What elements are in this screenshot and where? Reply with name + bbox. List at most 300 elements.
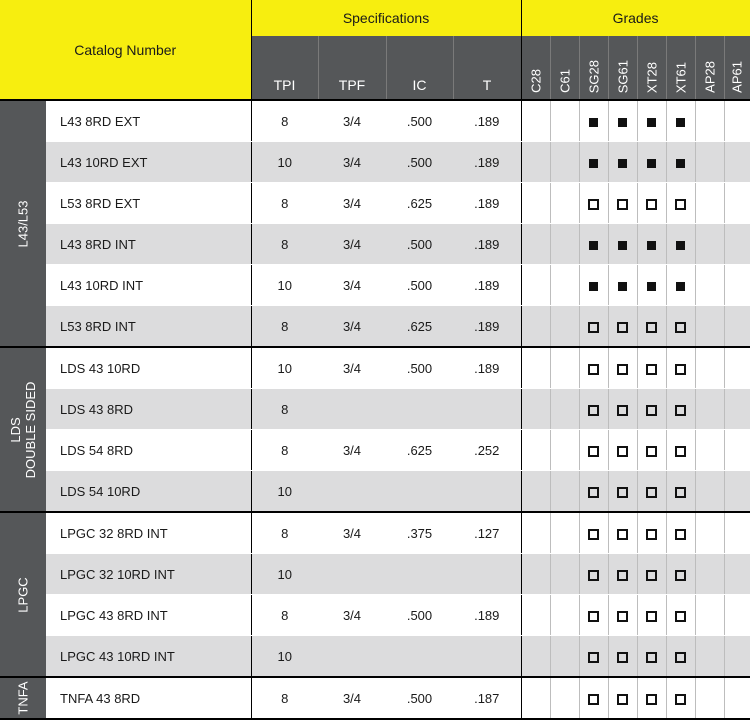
grade-cell-sg28 [579,224,608,265]
table-body [0,100,750,719]
grade-cell-sg28 [579,389,608,430]
filled-square-icon [676,241,685,250]
grade-cell-c61 [550,389,579,430]
grade-cell-sg61 [608,471,637,513]
grade-cell-xt61 [666,100,695,142]
grade-cell-xt61 [666,595,695,636]
grade-cell-xt61 [666,389,695,430]
grade-cell-sg61 [608,595,637,636]
catalog-number-cell: LDS 43 10RD [46,347,251,389]
t-cell: .127 [453,512,521,554]
grade-cell-c61 [550,595,579,636]
grade-cell-xt61 [666,677,695,719]
grade-column-label: AP61 [729,61,745,93]
grade-cell-xt28 [637,471,666,513]
grade-cell-ap28 [695,389,724,430]
grade-column-label: C61 [557,69,573,93]
grade-cell-sg28 [579,512,608,554]
grade-cell-sg28 [579,306,608,348]
grade-cell-ap28 [695,265,724,306]
grade-cell-c28 [521,100,550,142]
table-row [0,389,750,430]
grade-cell-xt28 [637,142,666,183]
filled-square-icon [647,118,656,127]
filled-square-icon [618,118,627,127]
open-square-icon [646,364,657,375]
grade-cell-ap61 [724,265,750,306]
table-row [0,430,750,471]
filled-square-icon [618,282,627,291]
grade-cell-c28 [521,265,550,306]
catalog-number-cell: TNFA 43 8RD [46,677,251,719]
grade-cell-ap28 [695,347,724,389]
ic-cell: .500 [386,100,453,142]
open-square-icon [646,652,657,663]
grade-cell-xt61 [666,347,695,389]
table-row [0,677,750,719]
catalog-number-cell: LDS 54 8RD [46,430,251,471]
group-label-line: LDS [8,416,23,443]
catalog-number-cell: LPGC 32 8RD INT [46,512,251,554]
tpi-cell: 8 [251,389,318,430]
t-cell: .189 [453,265,521,306]
grade-cell-xt61 [666,636,695,678]
ic-cell: .500 [386,142,453,183]
spec-column-header-ic: IC [386,36,453,100]
table-row [0,265,750,306]
grade-cell-xt28 [637,347,666,389]
spec-column-header-tpf: TPF [318,36,386,100]
catalog-number-cell: L43 8RD EXT [46,100,251,142]
grade-cell-c61 [550,306,579,348]
open-square-icon [617,364,628,375]
open-square-icon [617,570,628,581]
filled-square-icon [589,282,598,291]
grade-cell-ap28 [695,142,724,183]
grade-cell-xt61 [666,183,695,224]
grade-column-header-ap28 [695,36,724,100]
open-square-icon [646,611,657,622]
grade-cell-xt28 [637,554,666,595]
filled-square-icon [647,241,656,250]
t-cell: .252 [453,430,521,471]
filled-square-icon [676,118,685,127]
catalog-number-cell: LPGC 43 10RD INT [46,636,251,678]
grade-cell-sg28 [579,554,608,595]
grade-cell-sg61 [608,100,637,142]
tpf-cell: 3/4 [318,595,386,636]
grade-cell-c61 [550,100,579,142]
grade-cell-ap61 [724,100,750,142]
grade-cell-sg61 [608,306,637,348]
tpf-cell [318,389,386,430]
grade-column-header-sg61 [608,36,637,100]
catalog-number-cell: LDS 54 10RD [46,471,251,513]
catalog-number-header: Catalog Number [0,0,251,100]
grade-cell-c61 [550,142,579,183]
grade-cell-ap28 [695,512,724,554]
open-square-icon [675,446,686,457]
grade-cell-xt28 [637,183,666,224]
table-row [0,595,750,636]
tpf-cell: 3/4 [318,224,386,265]
table-row [0,306,750,348]
grade-cell-sg28 [579,100,608,142]
tpi-cell: 8 [251,183,318,224]
open-square-icon [617,652,628,663]
tpi-cell: 10 [251,554,318,595]
ic-cell: .375 [386,512,453,554]
group-label-text [16,681,31,714]
open-square-icon [646,322,657,333]
t-cell: .189 [453,183,521,224]
tpi-cell: 10 [251,347,318,389]
filled-square-icon [676,282,685,291]
grade-cell-ap61 [724,347,750,389]
grade-cell-sg28 [579,636,608,678]
grade-column-label: XT28 [644,61,660,93]
grade-cell-ap61 [724,512,750,554]
grade-cell-ap28 [695,183,724,224]
grade-column-label: XT61 [673,61,689,93]
t-cell: .189 [453,306,521,348]
grade-cell-ap61 [724,389,750,430]
open-square-icon [646,405,657,416]
ic-cell: .500 [386,677,453,719]
tpi-cell: 8 [251,100,318,142]
open-square-icon [646,199,657,210]
grade-cell-xt61 [666,306,695,348]
grade-cell-c28 [521,471,550,513]
grade-cell-xt61 [666,554,695,595]
filled-square-icon [647,282,656,291]
grade-cell-sg61 [608,142,637,183]
ic-cell: .500 [386,265,453,306]
grade-cell-c28 [521,142,550,183]
open-square-icon [646,694,657,705]
grade-cell-ap28 [695,554,724,595]
grade-cell-ap61 [724,471,750,513]
grade-cell-sg28 [579,265,608,306]
grade-cell-xt28 [637,265,666,306]
t-cell [453,389,521,430]
tpi-cell: 8 [251,224,318,265]
grade-cell-sg61 [608,554,637,595]
specifications-header: Specifications [251,0,521,36]
grade-cell-sg28 [579,677,608,719]
open-square-icon [588,322,599,333]
open-square-icon [617,694,628,705]
ic-cell [386,471,453,513]
grade-cell-sg28 [579,595,608,636]
grade-cell-c61 [550,430,579,471]
tpf-cell: 3/4 [318,142,386,183]
grade-cell-ap61 [724,224,750,265]
grade-cell-c28 [521,183,550,224]
open-square-icon [646,446,657,457]
group-label-text [16,577,31,612]
grade-cell-c28 [521,554,550,595]
t-cell: .189 [453,142,521,183]
table-row [0,100,750,142]
tpf-cell: 3/4 [318,512,386,554]
tpf-cell: 3/4 [318,100,386,142]
open-square-icon [675,405,686,416]
filled-square-icon [589,118,598,127]
t-cell: .189 [453,347,521,389]
tpi-cell: 10 [251,636,318,678]
grade-cell-sg61 [608,265,637,306]
grade-cell-ap61 [724,554,750,595]
grade-cell-ap28 [695,595,724,636]
open-square-icon [588,364,599,375]
table-row [0,512,750,554]
tpf-cell: 3/4 [318,183,386,224]
grade-cell-xt28 [637,430,666,471]
open-square-icon [675,487,686,498]
grade-cell-c61 [550,265,579,306]
open-square-icon [675,652,686,663]
grade-cell-sg61 [608,430,637,471]
grade-cell-c28 [521,636,550,678]
catalog-number-cell: L43 10RD EXT [46,142,251,183]
grade-cell-sg28 [579,430,608,471]
open-square-icon [588,570,599,581]
tpi-cell: 10 [251,142,318,183]
grade-cell-ap61 [724,595,750,636]
group-label-text [8,381,38,478]
grade-cell-c28 [521,306,550,348]
t-cell [453,636,521,678]
spec-column-header-tpi: TPI [251,36,318,100]
grade-cell-sg61 [608,677,637,719]
grade-cell-c61 [550,471,579,513]
grade-cell-ap28 [695,471,724,513]
filled-square-icon [618,159,627,168]
open-square-icon [617,529,628,540]
grade-cell-xt28 [637,595,666,636]
open-square-icon [646,570,657,581]
open-square-icon [675,529,686,540]
grade-column-label: SG28 [586,59,602,93]
tpf-cell: 3/4 [318,677,386,719]
open-square-icon [675,611,686,622]
t-cell: .189 [453,595,521,636]
grade-cell-xt61 [666,224,695,265]
grade-cell-ap61 [724,306,750,348]
group-label-line: DOUBLE SIDED [23,381,38,478]
ic-cell: .500 [386,224,453,265]
grade-cell-xt28 [637,636,666,678]
grade-cell-xt28 [637,224,666,265]
tpi-cell: 8 [251,512,318,554]
open-square-icon [588,529,599,540]
grade-cell-xt28 [637,389,666,430]
grade-cell-sg28 [579,471,608,513]
grade-cell-c28 [521,224,550,265]
grade-cell-xt61 [666,142,695,183]
grade-cell-c61 [550,677,579,719]
group-label-tnfa [0,677,46,719]
grade-cell-ap28 [695,636,724,678]
grade-column-header-xt28 [637,36,666,100]
open-square-icon [617,405,628,416]
tpi-cell: 8 [251,677,318,719]
tpf-cell [318,554,386,595]
group-label-line: LPGC [15,576,31,613]
open-square-icon [617,199,628,210]
catalog-number-cell: LDS 43 8RD [46,389,251,430]
grade-column-header-ap61 [724,36,750,100]
grade-cell-sg61 [608,512,637,554]
grade-cell-c61 [550,183,579,224]
filled-square-icon [589,241,598,250]
grade-cell-ap61 [724,142,750,183]
grade-cell-c61 [550,636,579,678]
ic-cell: .500 [386,595,453,636]
grade-cell-xt61 [666,265,695,306]
grade-cell-xt28 [637,306,666,348]
t-cell [453,471,521,513]
filled-square-icon [676,159,685,168]
filled-square-icon [618,241,627,250]
tpf-cell [318,471,386,513]
table-row [0,142,750,183]
t-cell: .187 [453,677,521,719]
tpf-cell: 3/4 [318,306,386,348]
catalog-number-cell: L43 8RD INT [46,224,251,265]
grade-cell-xt28 [637,100,666,142]
grade-cell-c28 [521,430,550,471]
ic-cell: .625 [386,430,453,471]
grade-cell-sg28 [579,347,608,389]
grade-cell-ap28 [695,100,724,142]
grade-cell-xt28 [637,512,666,554]
open-square-icon [617,487,628,498]
tpi-cell: 8 [251,595,318,636]
tpf-cell: 3/4 [318,347,386,389]
grade-cell-c28 [521,595,550,636]
grade-cell-ap61 [724,636,750,678]
grade-cell-sg28 [579,183,608,224]
grade-cell-c61 [550,554,579,595]
grade-cell-ap28 [695,430,724,471]
open-square-icon [617,446,628,457]
group-label-lds-double-sided [0,347,46,512]
grade-column-header-sg28 [579,36,608,100]
open-square-icon [588,199,599,210]
grades-header: Grades [521,0,750,36]
tpi-cell: 8 [251,430,318,471]
grade-cell-c61 [550,347,579,389]
open-square-icon [588,446,599,457]
catalog-number-cell: L53 8RD EXT [46,183,251,224]
catalog-number-cell: LPGC 32 10RD INT [46,554,251,595]
open-square-icon [675,322,686,333]
t-cell: .189 [453,100,521,142]
grade-cell-ap28 [695,224,724,265]
group-label-l43-l53 [0,100,46,347]
catalog-number-cell: L43 10RD INT [46,265,251,306]
catalog-number-cell: LPGC 43 8RD INT [46,595,251,636]
open-square-icon [675,694,686,705]
grade-cell-sg61 [608,636,637,678]
open-square-icon [617,611,628,622]
open-square-icon [588,652,599,663]
open-square-icon [617,322,628,333]
grade-column-header-c28 [521,36,550,100]
grade-cell-c28 [521,512,550,554]
group-label-line: TNFA [15,681,31,715]
grade-column-label: SG61 [615,59,631,93]
grade-cell-c61 [550,224,579,265]
grade-cell-ap28 [695,306,724,348]
grade-cell-sg61 [608,224,637,265]
t-cell [453,554,521,595]
group-label-lpgc [0,512,46,677]
grade-cell-xt61 [666,471,695,513]
ic-cell [386,389,453,430]
ic-cell: .625 [386,306,453,348]
ic-cell [386,554,453,595]
grade-cell-c61 [550,512,579,554]
ic-cell [386,636,453,678]
tpf-cell: 3/4 [318,265,386,306]
grade-cell-ap61 [724,677,750,719]
open-square-icon [588,487,599,498]
group-label-text [16,200,31,247]
grade-cell-xt61 [666,512,695,554]
open-square-icon [588,405,599,416]
grade-cell-sg28 [579,142,608,183]
grade-cell-sg61 [608,347,637,389]
filled-square-icon [589,159,598,168]
table-row [0,347,750,389]
table-row [0,183,750,224]
grade-cell-xt61 [666,430,695,471]
open-square-icon [588,694,599,705]
ic-cell: .500 [386,347,453,389]
spec-column-header-t: T [453,36,521,100]
grade-cell-sg61 [608,183,637,224]
open-square-icon [675,364,686,375]
grade-column-header-c61 [550,36,579,100]
grade-cell-ap61 [724,430,750,471]
tpf-cell: 3/4 [318,430,386,471]
table-row [0,224,750,265]
table-row [0,471,750,513]
tpi-cell: 10 [251,471,318,513]
table-row [0,636,750,678]
group-label-line: L43/L53 [15,200,31,247]
open-square-icon [646,529,657,540]
tpf-cell [318,636,386,678]
grade-column-label: C28 [528,69,544,93]
grade-column-header-xt61 [666,36,695,100]
ic-cell: .625 [386,183,453,224]
grade-cell-xt28 [637,677,666,719]
grade-cell-c28 [521,677,550,719]
tpi-cell: 10 [251,265,318,306]
tpi-cell: 8 [251,306,318,348]
filled-square-icon [647,159,656,168]
grade-column-label: AP28 [702,61,718,93]
open-square-icon [646,487,657,498]
grade-cell-ap61 [724,183,750,224]
grade-cell-c28 [521,389,550,430]
catalog-number-cell: L53 8RD INT [46,306,251,348]
grade-cell-ap28 [695,677,724,719]
